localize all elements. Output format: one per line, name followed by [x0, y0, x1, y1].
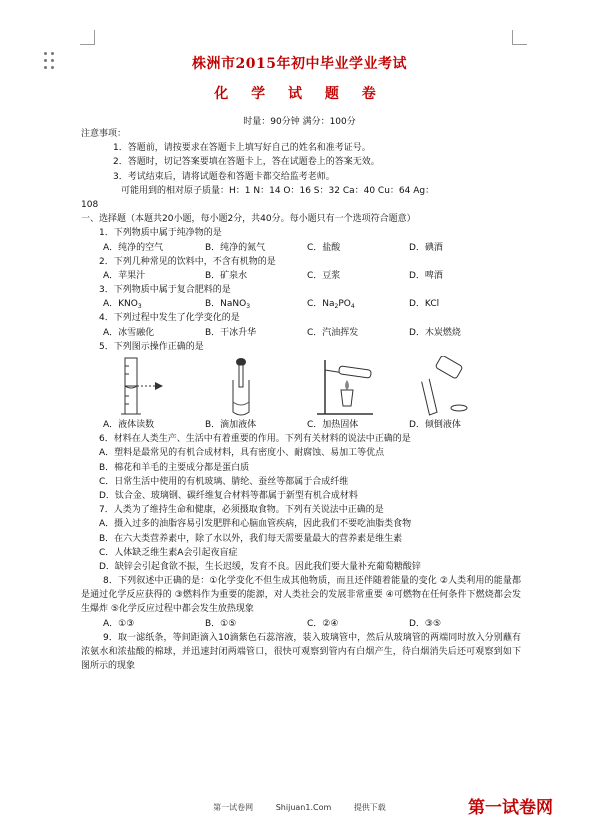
- crop-mark-top-left: [80, 30, 95, 45]
- option: D．倾倒液体: [409, 420, 461, 430]
- exam-title: 株洲市2015年初中毕业学业考试: [192, 56, 407, 72]
- option: B．①⑤: [205, 618, 237, 629]
- option: A．苹果汁: [103, 270, 146, 281]
- question-options: [81, 241, 521, 255]
- option: A．纯净的空气: [103, 242, 164, 253]
- option: B．在六大类营养素中，除了水以外，我们每天需要量最大的营养素是维生素: [99, 533, 403, 544]
- section-heading: 一、选择题（本题共20小题，每小题2分，共40分。每小题只有一个选项符合题意）: [81, 214, 416, 225]
- figure-liquid-reading: [119, 356, 169, 418]
- q5-figures: [81, 356, 521, 418]
- option: B．干冰升华: [205, 327, 257, 338]
- notice-item: 2．答题时，切记答案要填在答题卡上，答在试题卷上的答案无效。: [113, 157, 380, 168]
- option: D．KCl: [409, 299, 440, 310]
- option: D．碘酒: [409, 242, 443, 253]
- option: B．棉花和羊毛的主要成分都是蛋白质: [99, 462, 250, 473]
- question-options: [81, 617, 521, 631]
- option: C．盐酸: [307, 242, 341, 253]
- question-options: [81, 297, 521, 311]
- option: C．②④: [307, 618, 339, 629]
- figure-dropper: [221, 356, 261, 418]
- question-stem: 6．材料在人类生产、生活中有着重要的作用。下列有关材料的说法中正确的是: [99, 434, 411, 445]
- paper-title: 化 学 试 题 卷: [214, 86, 385, 102]
- question-stem: 2．下列几种常见的饮料中，不含有机物的是: [99, 256, 276, 267]
- atomic-masses: 可能用到的相对原子质量：H：1 N：14 O：16 S：32 Ca：40 Cu：64 Ag：: [121, 185, 435, 196]
- option: B．滴加液体: [205, 420, 257, 430]
- option: A．液体读数: [103, 420, 155, 430]
- option: C．豆浆: [307, 270, 341, 281]
- option: A．冰雪融化: [103, 327, 155, 338]
- option: A．$KNO_3$: [103, 299, 142, 311]
- footer-download: 提供下载: [353, 803, 386, 812]
- question-options: [81, 418, 521, 432]
- question-stem: 7．人类为了维持生命和健康，必须摄取食物。下列有关说法中正确的是: [99, 505, 384, 516]
- atomic-masses-continued: 108: [81, 199, 99, 210]
- option: B．NaNO$_3$: [205, 299, 251, 311]
- site-watermark: 第一试卷网: [468, 798, 553, 818]
- figure-heating: [313, 356, 383, 418]
- option: D．木炭燃烧: [409, 327, 461, 338]
- crop-mark-top-right: [512, 30, 527, 45]
- exam-body: [81, 127, 521, 673]
- question-stem: 5．下列图示操作正确的是: [99, 341, 204, 352]
- question-stem: 8．下列叙述中正确的是：①化学变化不但生成其他物质，而且还伴随着能量的变化 ②人类利用的能量都是通过化学反应获得的 ③燃料作为重要的能源，对人类社会的发展非常重要 ④可燃物在任何条件下燃烧都会发生爆炸 ⑤化学反应过程中都会发生放热现象: [81, 576, 521, 615]
- option: D．③⑤: [409, 618, 442, 629]
- option: D．钛合金、玻璃钢、碳纤维复合材料等都属于新型有机合成材料: [99, 490, 358, 501]
- option: C．人体缺乏维生素A会引起夜盲症: [99, 547, 238, 558]
- question-stem: 9．取一滤纸条，等间距滴入10滴紫色石蕊溶液，装入玻璃管中，然后从玻璃管的两端同时放入分别蘸有浓氨水和浓盐酸的棉球，并迅速封闭两端管口，很快可观察到管内有白烟产生，待白烟消失后还可观察到如下图所示的现象: [81, 632, 521, 672]
- option: A．塑料是最常见的有机合成材料，具有密度小、耐腐蚀、易加工等优点: [99, 448, 385, 459]
- question-stem: 1．下列物质中属于纯净物的是: [99, 228, 222, 239]
- notice-item: 1．答题前，请按要求在答题卡上填写好自己的姓名和准考证号。: [113, 143, 371, 154]
- notice-heading: 注意事项：: [81, 129, 127, 139]
- option: C．日常生活中使用的有机玻璃、腈纶、蚕丝等都属于合成纤维: [99, 476, 349, 487]
- footer-site-name: 第一试卷网: [213, 803, 254, 812]
- option: B．矿泉水: [205, 270, 248, 281]
- option: A．①③: [103, 618, 135, 629]
- exam-meta: 时量：90分钟 满分：100分: [243, 117, 356, 127]
- footer-site-url[interactable]: Shijuan1.Com: [275, 803, 332, 812]
- option: A．摄入过多的油脂容易引发肥胖和心脑血管疾病，因此我们不要吃油脂类食物: [99, 519, 412, 530]
- option: C．$Na_2PO_4$: [307, 299, 355, 311]
- option: D．啤酒: [409, 270, 443, 281]
- option: C．加热固体: [307, 420, 359, 430]
- question-stem: 3．下列物质中属于复合肥料的是: [99, 285, 231, 296]
- question-stem: 4．下列过程中发生了化学变化的是: [99, 313, 240, 324]
- option: D．缺锌会引起食欲不振，生长迟缓，发育不良。因此我们要大量补充葡萄糖酸锌: [99, 561, 421, 572]
- figure-pouring: [411, 356, 471, 418]
- question-options: [81, 269, 521, 283]
- option: C．汽油挥发: [307, 327, 359, 338]
- notice-item: 3．考试结束后，请将试题卷和答题卡都交给监考老师。: [113, 171, 335, 182]
- option: B．纯净的氮气: [205, 242, 266, 253]
- question-options: [81, 326, 521, 340]
